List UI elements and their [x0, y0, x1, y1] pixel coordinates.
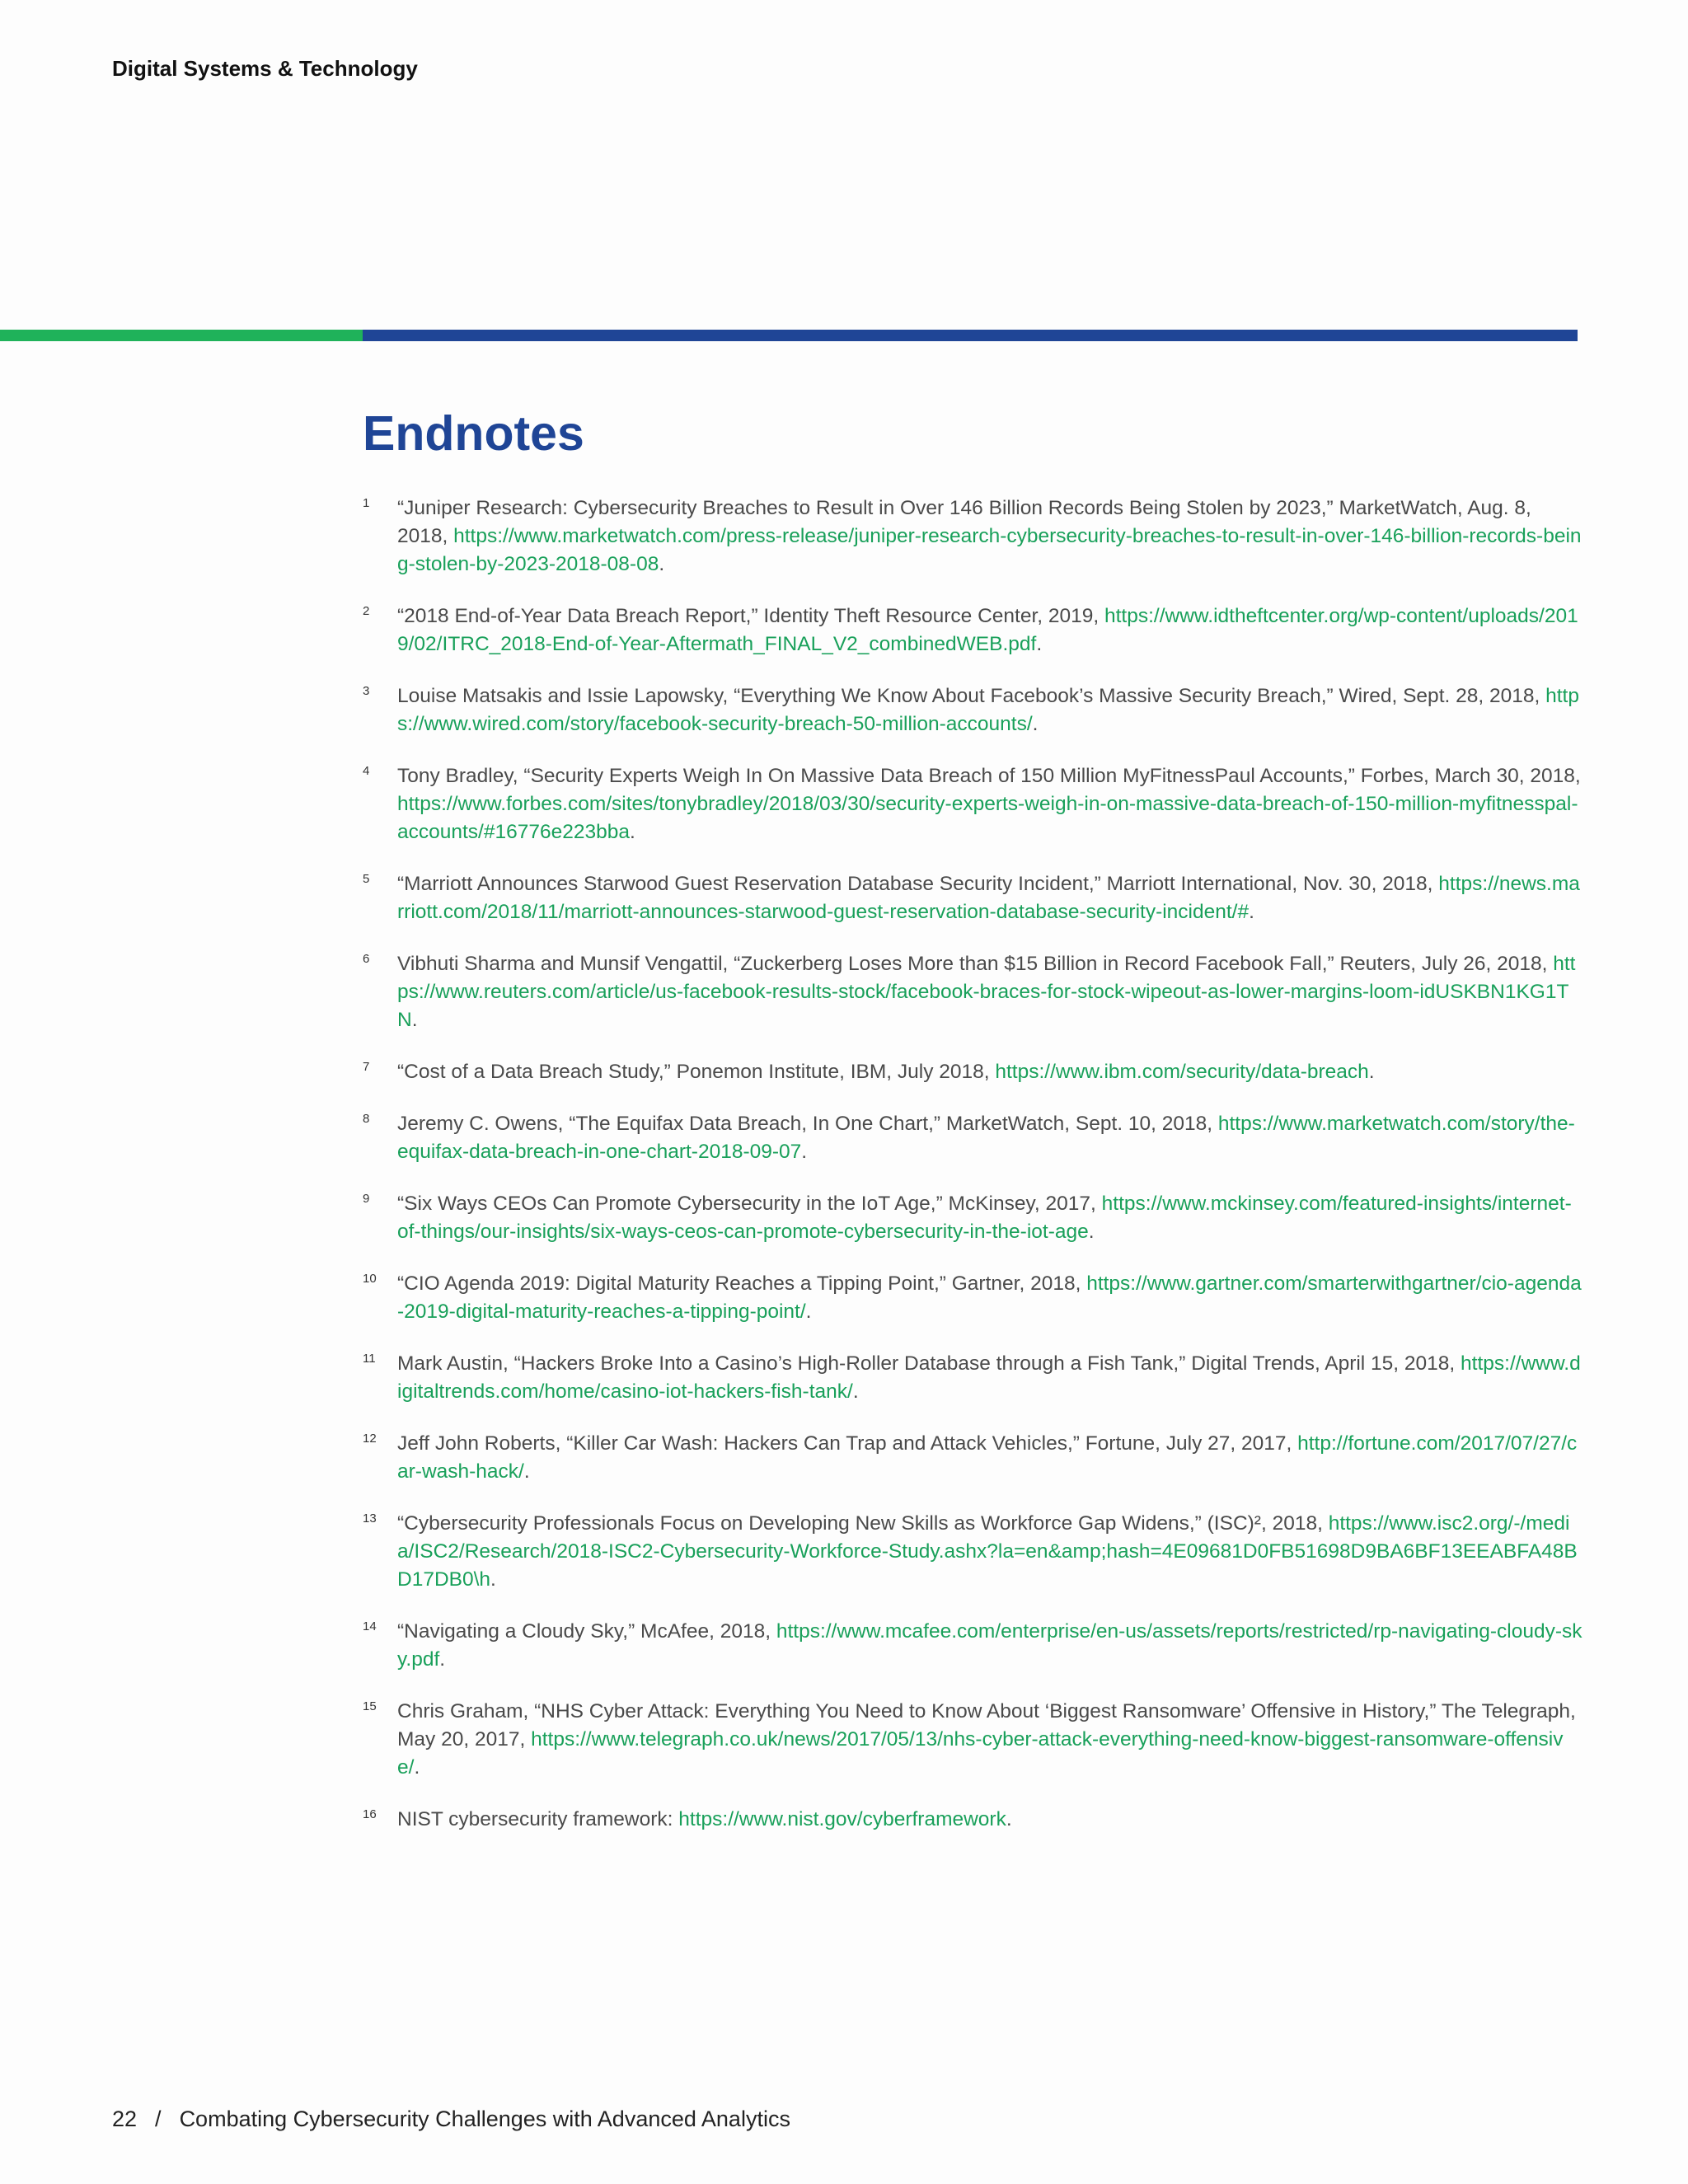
endnote-link[interactable]: https://www.mckinsey.com/featured-insights/internet-of-things/our-insights/six-ways-ceos-can-promote-cybersecurity-in-the-iot-age	[397, 1193, 1572, 1243]
endnote-item	[363, 762, 1582, 846]
endnote-item	[363, 1510, 1582, 1594]
endnote-text: “Six Ways CEOs Can Promote Cybersecurity in the IoT Age,” McKinsey, 2017,	[397, 1193, 1102, 1215]
endnote-punct: .	[801, 1141, 808, 1163]
endnote-punct: .	[1032, 713, 1039, 735]
endnote-text: “Cost of a Data Breach Study,” Ponemon Institute, IBM, July 2018,	[397, 1061, 996, 1083]
endnote-link[interactable]: https://www.isc2.org/-/media/ISC2/Research/2018-ISC2-Cybersecurity-Workforce-Study.ashx?la=en&amp;hash=4E09681D0FB51698D9BA6BF13EEABFA48BD17DB0\h	[397, 1512, 1578, 1591]
endnote-text: “Marriott Announces Starwood Guest Reservation Database Security Incident,” Marriott International, Nov. 30, 2018,	[397, 873, 1439, 895]
endnote-text: Vibhuti Sharma and Munsif Vengattil, “Zuckerberg Loses More than $15 Billion in Record Facebook Fall,” Reuters, July 26, 2018,	[397, 953, 1554, 975]
endnote-item	[363, 602, 1582, 658]
endnote-link[interactable]: https://www.ibm.com/security/data-breach	[995, 1061, 1369, 1083]
endnote-punct: .	[1249, 901, 1254, 923]
endnote-punct: .	[1088, 1221, 1095, 1243]
endnote-item	[363, 1058, 1582, 1086]
endnotes-list	[363, 494, 1582, 1834]
endnote-number: 12	[363, 1432, 377, 1446]
endnote-number: 11	[363, 1352, 376, 1366]
endnote-item	[363, 1190, 1582, 1246]
endnote-number: 4	[363, 764, 370, 778]
endnote-number: 7	[363, 1060, 370, 1074]
endnote-link[interactable]: https://www.marketwatch.com/press-release/juniper-research-cybersecurity-breaches-to-result-in-over-146-billion-records-being-stolen-by-2023-2018-08-08	[397, 525, 1582, 575]
endnote-punct: .	[1036, 633, 1043, 655]
endnote-item	[363, 870, 1582, 926]
endnote-punct: .	[1006, 1808, 1012, 1830]
endnote-punct: .	[490, 1568, 496, 1591]
endnote-punct: .	[411, 1009, 418, 1031]
endnote-text: Mark Austin, “Hackers Broke Into a Casino’s High-Roller Database through a Fish Tank,” Digital Trends, April 15, 2018,	[397, 1352, 1461, 1375]
endnote-number: 3	[363, 684, 370, 698]
footer-separator: /	[155, 2107, 162, 2131]
endnote-link[interactable]: https://www.digitaltrends.com/home/casino-iot-hackers-fish-tank/	[397, 1352, 1581, 1403]
endnote-number: 9	[363, 1192, 370, 1206]
accent-rule-green	[0, 330, 363, 341]
endnote-number: 6	[363, 952, 370, 966]
endnote-number: 16	[363, 1807, 377, 1821]
endnote-item	[363, 682, 1582, 738]
endnote-item	[363, 950, 1582, 1034]
accent-rule-blue	[363, 330, 1578, 341]
section-label: Digital Systems & Technology	[112, 56, 418, 81]
page-number: 22	[112, 2107, 138, 2131]
endnote-punct: .	[1368, 1061, 1375, 1083]
endnote-number: 10	[363, 1272, 377, 1286]
endnote-link[interactable]: https://www.reuters.com/article/us-facebook-results-stock/facebook-braces-for-stock-wipeout-as-lower-margins-loom-idUSKBN1KG1TN	[397, 953, 1576, 1031]
page-footer	[112, 2107, 790, 2132]
endnote-text: “Juniper Research: Cybersecurity Breaches to Result in Over 146 Billion Records Being Stolen by 2023,” MarketWatch, Aug. 8, 2018,	[397, 497, 1531, 547]
document-title: Combating Cybersecurity Challenges with Advanced Analytics	[179, 2107, 790, 2131]
endnote-text: NIST cybersecurity framework:	[397, 1808, 679, 1830]
endnote-text: Tony Bradley, “Security Experts Weigh In On Massive Data Breach of 150 Million MyFitnessPaul Accounts,” Forbes, March 30, 2018,	[397, 765, 1581, 787]
endnote-link[interactable]: http://fortune.com/2017/07/27/car-wash-hack/	[397, 1432, 1578, 1483]
endnote-punct: .	[630, 821, 635, 843]
endnote-number: 1	[363, 496, 370, 510]
endnote-item	[363, 1806, 1582, 1834]
endnote-link[interactable]: https://www.idtheftcenter.org/wp-content/uploads/2019/02/ITRC_2018-End-of-Year-Aftermath_FINAL_V2_combinedWEB.pdf	[397, 605, 1578, 655]
endnote-item	[363, 494, 1582, 579]
page-title: Endnotes	[363, 406, 584, 461]
endnote-punct: .	[439, 1648, 446, 1671]
endnote-link[interactable]: https://www.wired.com/story/facebook-security-breach-50-million-accounts/	[397, 685, 1579, 735]
endnote-link[interactable]: https://www.forbes.com/sites/tonybradley/2018/03/30/security-experts-weigh-in-on-massive-data-breach-of-150-million-myfitnesspal-accounts/#16776e223bba	[397, 793, 1578, 843]
endnote-text: “Cybersecurity Professionals Focus on Developing New Skills as Workforce Gap Widens,” (ISC)², 2018,	[397, 1512, 1329, 1535]
endnote-number: 8	[363, 1112, 370, 1126]
endnote-item	[363, 1430, 1582, 1486]
endnote-text: “CIO Agenda 2019: Digital Maturity Reaches a Tipping Point,” Gartner, 2018,	[397, 1272, 1087, 1295]
endnote-text: Jeremy C. Owens, “The Equifax Data Breach, In One Chart,” MarketWatch, Sept. 10, 2018,	[397, 1113, 1218, 1135]
endnote-item	[363, 1618, 1582, 1674]
endnote-punct: .	[805, 1301, 812, 1323]
endnote-punct: .	[523, 1460, 530, 1483]
endnote-link[interactable]: https://www.nist.gov/cyberframework	[678, 1808, 1006, 1830]
endnote-punct: .	[852, 1380, 859, 1403]
endnote-item	[363, 1350, 1582, 1406]
endnote-link[interactable]: https://www.telegraph.co.uk/news/2017/05/13/nhs-cyber-attack-everything-need-know-biggest-ransomware-offensive/	[397, 1728, 1564, 1779]
endnote-text: “2018 End-of-Year Data Breach Report,” Identity Theft Resource Center, 2019,	[397, 605, 1104, 627]
endnote-punct: .	[659, 553, 665, 575]
endnote-text: Chris Graham, “NHS Cyber Attack: Everything You Need to Know About ‘Biggest Ransomware’ Offensive in History,” The Telegraph, May 20, 2017,	[397, 1700, 1576, 1750]
endnote-punct: .	[414, 1756, 420, 1779]
endnote-link[interactable]: https://www.gartner.com/smarterwithgartner/cio-agenda-2019-digital-maturity-reaches-a-tipping-point/	[397, 1272, 1582, 1323]
endnote-number: 2	[363, 604, 370, 618]
endnote-item	[363, 1698, 1582, 1782]
endnote-number: 13	[363, 1511, 377, 1526]
endnote-text: Louise Matsakis and Issie Lapowsky, “Everything We Know About Facebook’s Massive Security Breach,” Wired, Sept. 28, 2018,	[397, 685, 1546, 707]
endnote-number: 14	[363, 1619, 377, 1633]
endnote-number: 15	[363, 1699, 377, 1713]
endnote-number: 5	[363, 872, 370, 886]
endnote-item	[363, 1270, 1582, 1326]
endnote-text: “Navigating a Cloudy Sky,” McAfee, 2018,	[397, 1620, 776, 1643]
endnote-link[interactable]: https://www.marketwatch.com/story/the-equifax-data-breach-in-one-chart-2018-09-07	[397, 1113, 1575, 1163]
endnote-link[interactable]: https://www.mcafee.com/enterprise/en-us/assets/reports/restricted/rp-navigating-cloudy-sky.pdf	[397, 1620, 1582, 1671]
endnote-text: Jeff John Roberts, “Killer Car Wash: Hackers Can Trap and Attack Vehicles,” Fortune, July 27, 2017,	[397, 1432, 1298, 1455]
endnote-link[interactable]: https://news.marriott.com/2018/11/marriott-announces-starwood-guest-reservation-database-security-incident/#	[397, 873, 1580, 923]
endnote-item	[363, 1110, 1582, 1166]
